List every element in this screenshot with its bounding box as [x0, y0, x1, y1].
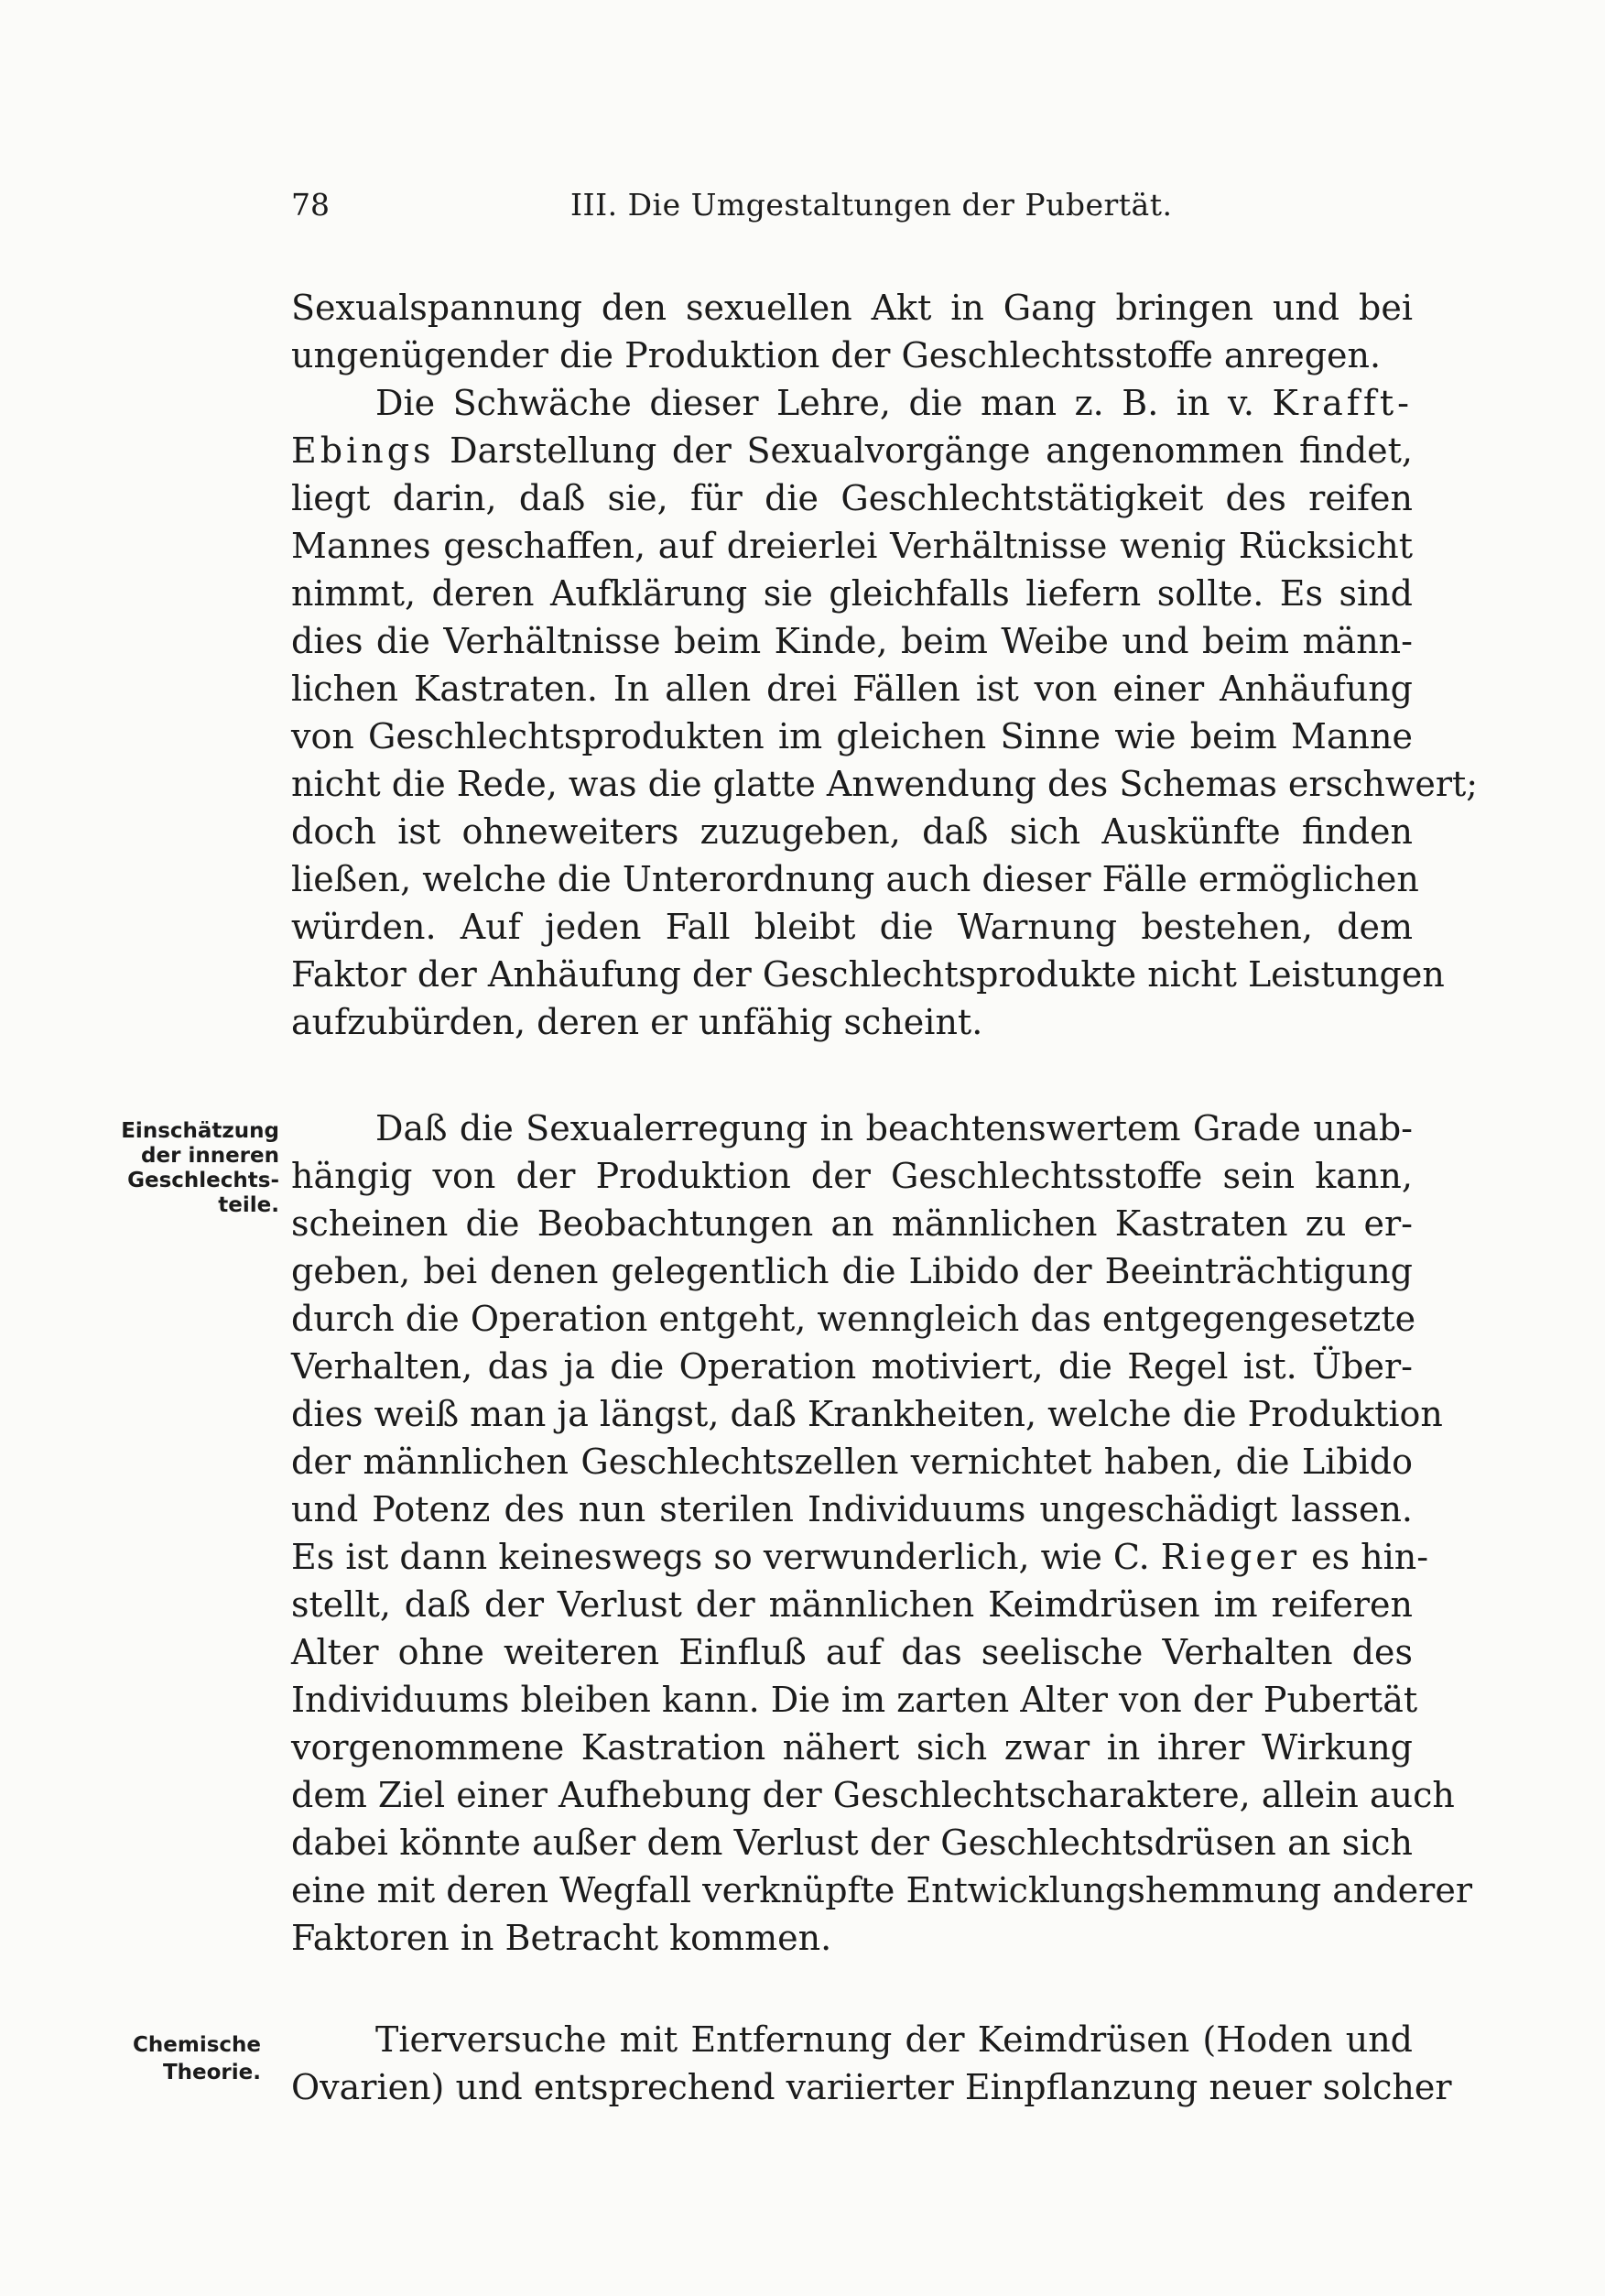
text-line: Alter ohne weiteren Einfluß auf das seelische Verhalten des — [291, 1632, 1413, 1672]
paragraph-4 — [291, 2016, 1452, 2111]
text-line — [291, 379, 1413, 427]
margin-note-line: Chemische — [133, 2033, 261, 2057]
margin-note-einschaetzung — [119, 1119, 279, 1218]
text-line: scheinen die Beobachtungen an männlichen Kastraten zu er- — [291, 1203, 1413, 1244]
page-number: 78 — [291, 187, 330, 223]
text-line: Verhalten, das ja die Operation motiviert, die Regel ist. Über- — [291, 1346, 1413, 1387]
text-line: doch ist ohneweiters zuzugeben, daß sich Auskünfte finden — [291, 811, 1413, 852]
text-line: dies die Verhältnisse beim Kinde, beim Weibe und beim männ- — [291, 621, 1413, 661]
text-line: Faktoren in Betracht kommen. — [291, 1918, 832, 1958]
margin-note-line: teile. — [218, 1193, 279, 1217]
paragraph-1 — [291, 284, 1413, 379]
spaced-name: Rieger — [1160, 1537, 1301, 1577]
text-line — [291, 1533, 1429, 1581]
text-line: Sexualspannung den sexuellen Akt in Gang bringen und bei — [291, 288, 1413, 328]
text-line: Individuums bleiben kann. Die im zarten Alter von der Pubertät — [291, 1680, 1418, 1720]
paragraph-3 — [291, 1104, 1472, 1962]
text-line: nimmt, deren Aufklärung sie gleichfalls liefern sollte. Es sind — [291, 573, 1413, 614]
text-line: aufzubürden, deren er unfähig scheint. — [291, 1002, 983, 1042]
text-line: liegt darin, daß sie, für die Geschlechtstätigkeit des reifen — [291, 478, 1413, 518]
text-line: von Geschlechtsprodukten im gleichen Sinne wie beim Manne — [291, 716, 1413, 756]
margin-note-line: Geschlechts- — [127, 1169, 279, 1192]
margin-note-chemische-theorie — [119, 2031, 261, 2086]
text-line: der männlichen Geschlechtszellen vernichtet haben, die Libido — [291, 1442, 1413, 1482]
text-line: Ovarien) und entsprechend variierter Einpflanzung neuer solcher — [291, 2067, 1452, 2107]
text-line: Tierversuche mit Entfernung der Keimdrüsen (Hoden und — [375, 2019, 1413, 2060]
text-line: stellt, daß der Verlust der männlichen Keimdrüsen im reiferen — [291, 1584, 1413, 1625]
text-line: ließen, welche die Unterordnung auch dieser Fälle ermöglichen — [291, 859, 1419, 899]
text-line: dem Ziel einer Aufhebung der Geschlechtscharaktere, allein auch — [291, 1775, 1455, 1815]
text-line — [291, 427, 1413, 474]
margin-note-line: der inneren — [141, 1144, 279, 1168]
text-line: dabei könnte außer dem Verlust der Geschlechtsdrüsen an sich — [291, 1823, 1413, 1863]
margin-note-line: Einschätzung — [121, 1119, 279, 1143]
text-line: eine mit deren Wegfall verknüpfte Entwicklungshemmung anderer — [291, 1870, 1472, 1910]
margin-note-line: Theorie. — [162, 2061, 261, 2084]
line-text: Es ist dann keineswegs so verwunderlich, wie C. — [291, 1537, 1150, 1577]
text-line: Faktor der Anhäufung der Geschlechtsprodukte nicht Leistungen — [291, 954, 1445, 995]
page-header — [291, 187, 1417, 233]
text-line: würden. Auf jeden Fall bleibt die Warnung bestehen, dem — [291, 907, 1413, 947]
spaced-name: Ebings — [291, 430, 435, 471]
text-line: Mannes geschaffen, auf dreierlei Verhältnisse wenig Rücksicht — [291, 526, 1413, 566]
text-line: hängig von der Produktion der Geschlechtsstoffe sein kann, — [291, 1156, 1413, 1196]
text-line: Daß die Sexualerregung in beachtenswertem Grade unab- — [375, 1108, 1413, 1148]
paragraph-2 — [291, 379, 1479, 1046]
text-line: vorgenommene Kastration nähert sich zwar in ihrer Wirkung — [291, 1727, 1413, 1768]
text-line: geben, bei denen gelegentlich die Libido der Beeinträchtigung — [291, 1251, 1413, 1291]
text-line: durch die Operation entgeht, wenngleich das entgegengesetzte — [291, 1299, 1416, 1339]
text-line: nicht die Rede, was die glatte Anwendung des Schemas erschwert; — [291, 764, 1479, 804]
text-line: lichen Kastraten. In allen drei Fällen ist von einer Anhäufung — [291, 669, 1413, 709]
text-line: und Potenz des nun sterilen Individuums ungeschädigt lassen. — [291, 1489, 1413, 1529]
line-text: Die Schwäche dieser Lehre, die man z. B. in v. — [375, 383, 1255, 423]
line-text: Darstellung der Sexualvorgänge angenommen findet, — [434, 430, 1413, 471]
spaced-name: Krafft- — [1272, 383, 1413, 423]
text-line: dies weiß man ja längst, daß Krankheiten, welche die Produktion — [291, 1394, 1443, 1434]
text-line: ungenügender die Produktion der Geschlechtsstoffe anregen. — [291, 335, 1382, 375]
line-text: es hin- — [1300, 1537, 1429, 1577]
running-title: III. Die Umgestaltungen der Pubertät. — [570, 187, 1173, 223]
